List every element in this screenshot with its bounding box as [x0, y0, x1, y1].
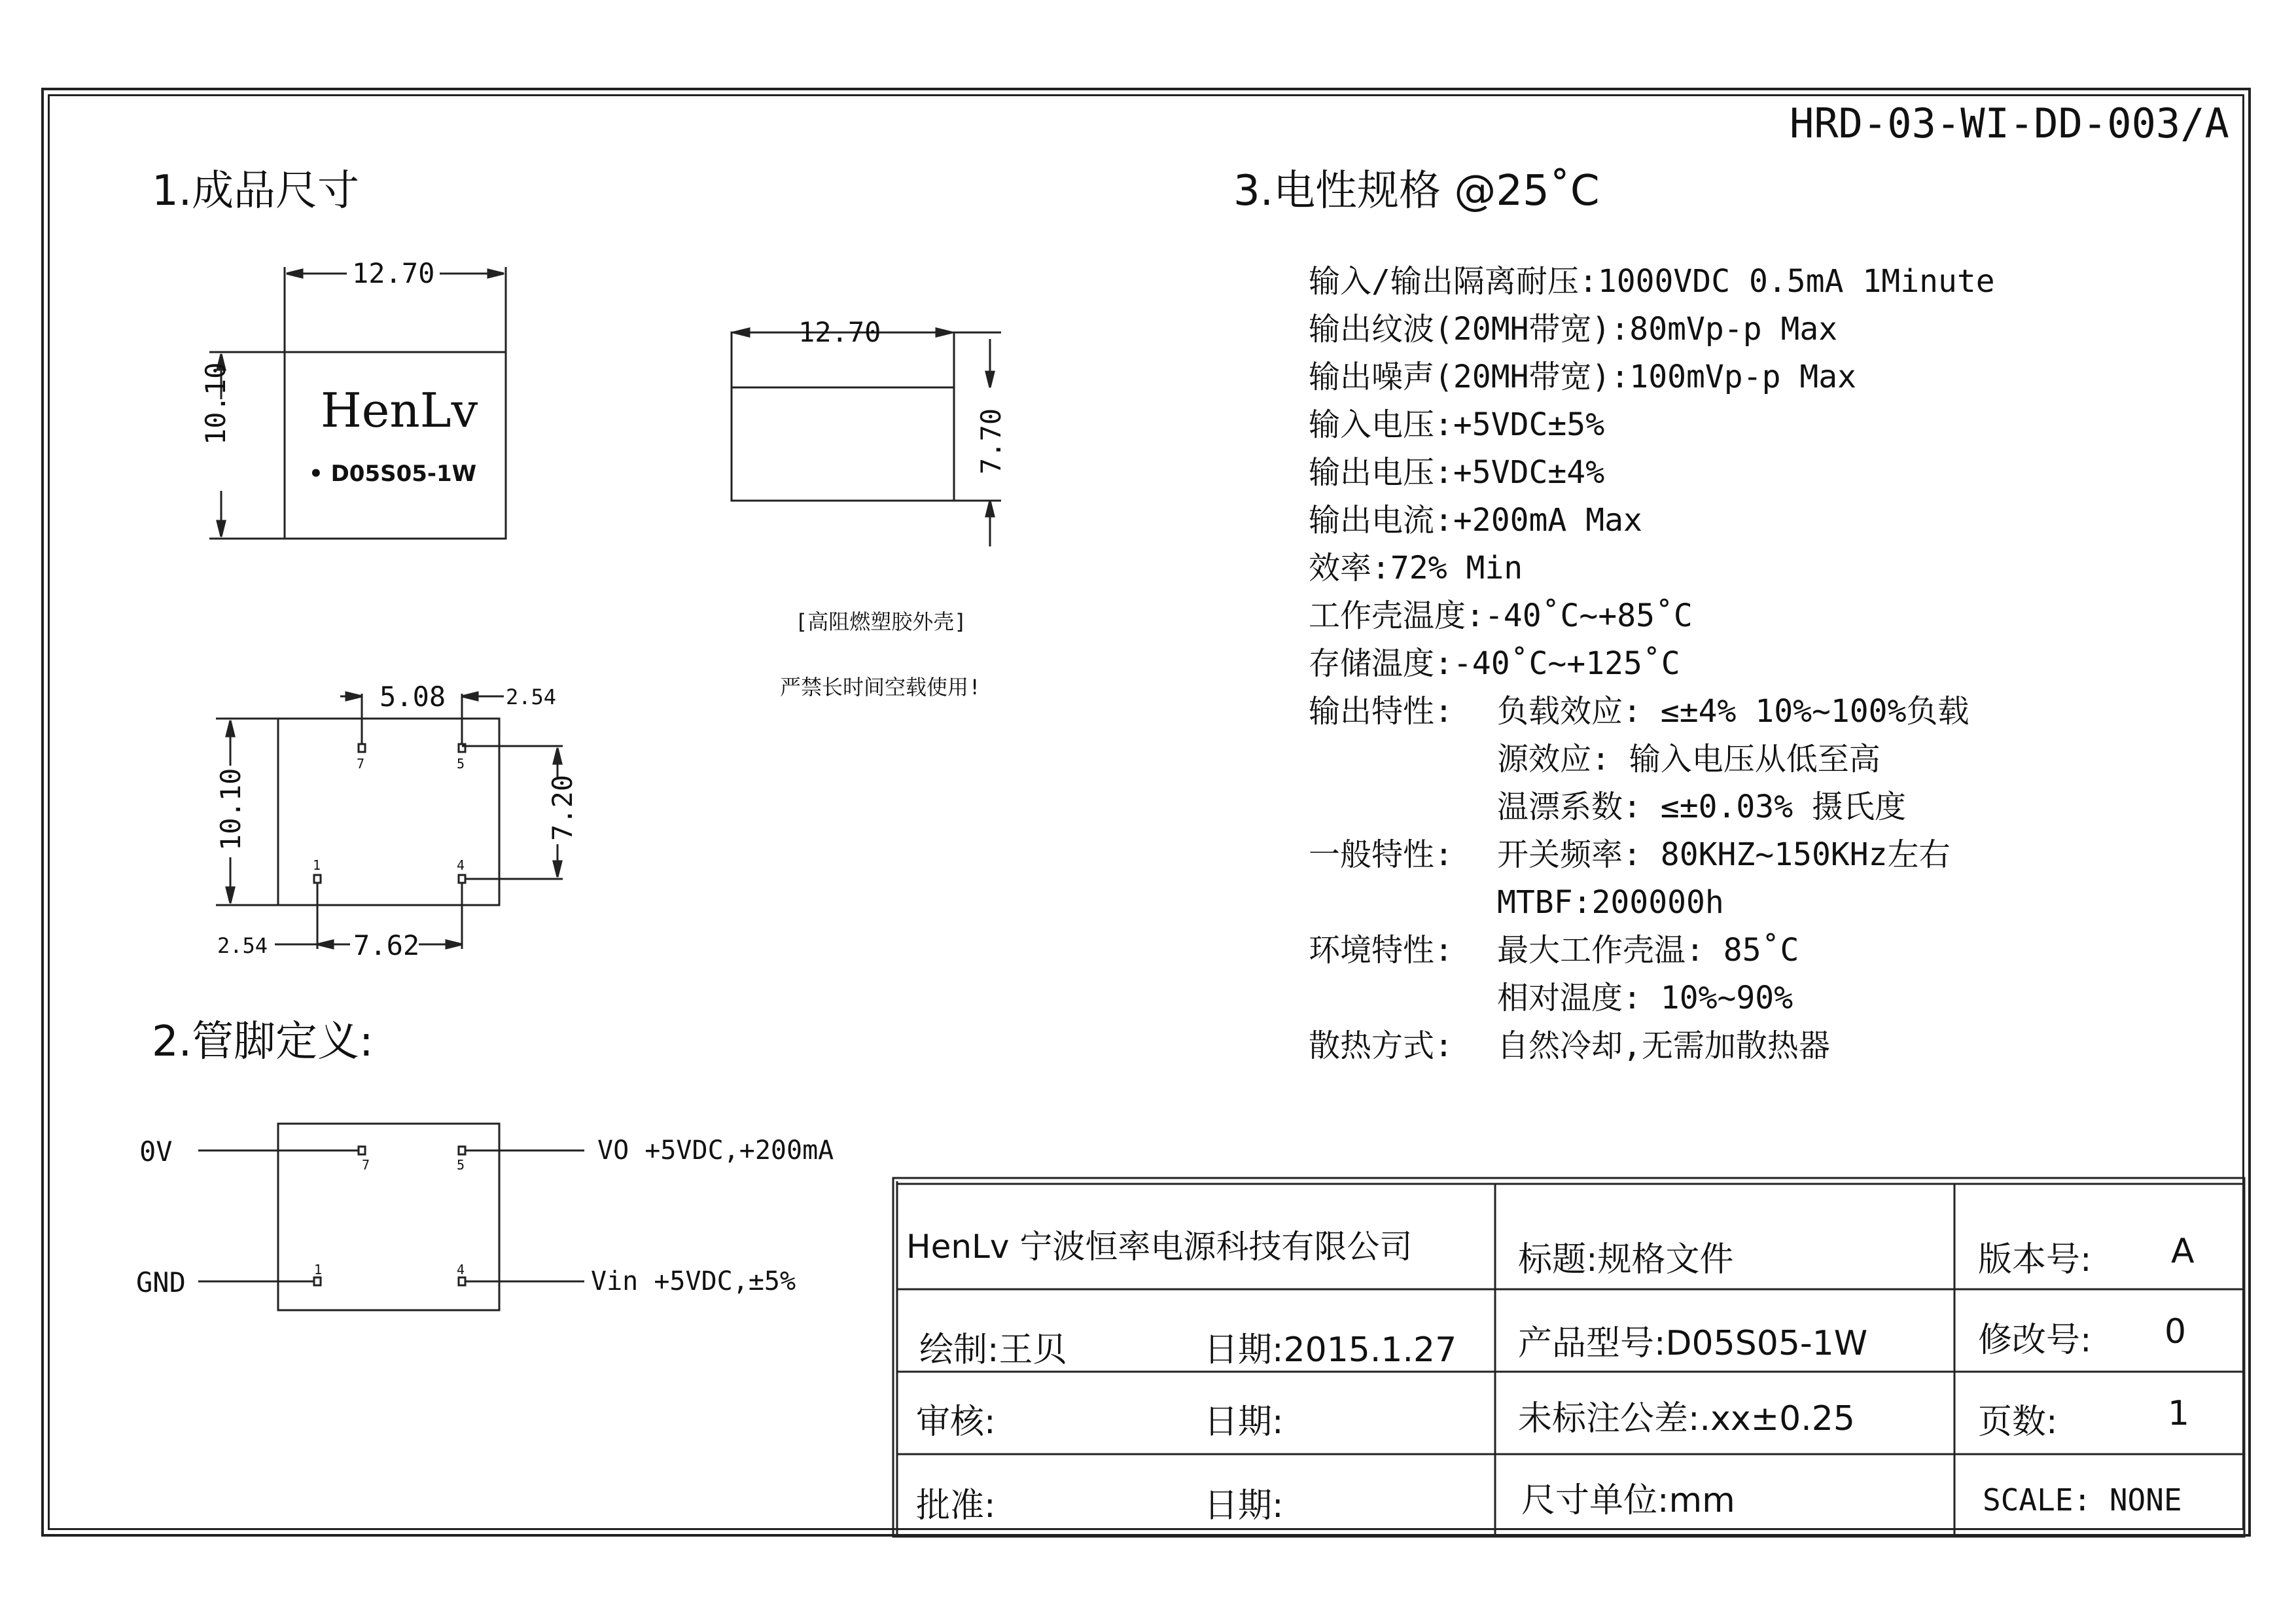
scale-note: SCALE: NONE	[1983, 1482, 2182, 1518]
pin-gnd-label: GND	[136, 1266, 186, 1298]
spec-row: 输出特性: 负载效应: ≤±4% 10%~100%负载	[1309, 693, 1969, 730]
company-name: HenLv 宁波恒率电源科技有限公司	[906, 1228, 1413, 1266]
pin-pitch-top-label: 5.08	[380, 681, 446, 713]
housing-note: [高阻燃塑胶外壳]	[795, 609, 967, 634]
brand-logo: HenLv	[321, 383, 478, 438]
pin-definition-drawing	[198, 1124, 584, 1310]
section-3-title: 3.电性规格 @25˚C	[1233, 167, 1600, 215]
section-2-title: 2.管脚定义:	[152, 1018, 374, 1066]
pin-pitch-bottom-label: 7.62	[353, 929, 420, 961]
spec-row: 输出纹波(20MH带宽):80mVp-p Max	[1309, 311, 1838, 348]
pin-vo-label: VO +5VDC,+200mA	[597, 1135, 834, 1166]
top-view-width-label: 12.70	[352, 257, 435, 289]
pin-0v-label: 0V	[139, 1135, 173, 1168]
tolerance-note: 未标注公差:.xx±0.25	[1518, 1399, 1855, 1438]
doc-title: 标题:规格文件	[1518, 1240, 1734, 1279]
pin-vin-label: Vin +5VDC,±5%	[591, 1266, 796, 1296]
spec-row: 散热方式: 自然冷却,无需加散热器	[1309, 1027, 1830, 1064]
spec-row: 一般特性: 开关频率: 80KHZ~150KHz左右	[1309, 836, 1951, 873]
pin-number-1: 1	[313, 857, 321, 873]
no-load-warning: 严禁长时间空载使用!	[780, 675, 981, 700]
spec-row: 工作壳温度:-40˚C~+85˚C	[1309, 597, 1693, 634]
section-1-title: 1.成品尺寸	[152, 167, 360, 215]
pin-number-7: 7	[357, 756, 365, 772]
spec-row: 存储温度:-40˚C~+125˚C	[1309, 645, 1680, 682]
review-date-label: 日期:	[1204, 1402, 1284, 1442]
module-marking: • D05S05-1W	[309, 461, 477, 487]
approve-date-label: 日期:	[1204, 1486, 1284, 1525]
unit-note: 尺寸单位:mm	[1521, 1481, 1735, 1520]
approve-label: 批准:	[916, 1486, 996, 1525]
pin-offset-top-label: 2.54	[506, 685, 557, 709]
revision-label: 修改号:	[1978, 1321, 2092, 1360]
drawn-by: 绘制:王贝	[919, 1330, 1067, 1370]
version-value: A	[2171, 1232, 2195, 1271]
spec-row: 输出电流:+200mA Max	[1309, 502, 1642, 539]
product-model: 产品型号:D05S05-1W	[1518, 1324, 1868, 1363]
review-label: 审核:	[916, 1402, 996, 1442]
spec-row: 相对温度: 10%~90%	[1497, 980, 1793, 1016]
pin-def-number-4: 4	[457, 1262, 465, 1277]
pin-number-4: 4	[457, 857, 465, 873]
spec-row: 源效应: 输入电压从低至高	[1497, 741, 1881, 777]
revision-value: 0	[2164, 1312, 2187, 1351]
drawn-date: 日期:2015.1.27	[1204, 1330, 1457, 1370]
side-view-drawing	[732, 329, 1001, 546]
spec-row: 输入/输出隔离耐压:1000VDC 0.5mA 1Minute	[1309, 263, 1995, 300]
version-label: 版本号:	[1978, 1240, 2092, 1279]
side-view-width-label: 12.70	[798, 316, 881, 348]
pin-def-number-5: 5	[457, 1157, 465, 1173]
pin-offset-bottom-label: 2.54	[217, 933, 268, 958]
document-code: HRD-03-WI-DD-003/A	[1790, 99, 2229, 147]
pin-view-height-label: 10.10	[215, 768, 247, 851]
pin-def-number-7: 7	[362, 1157, 370, 1173]
spec-row: 效率:72% Min	[1309, 550, 1523, 586]
spec-row: 温漂系数: ≤±0.03% 摄氏度	[1497, 789, 1906, 825]
top-view-height-label: 10.10	[200, 362, 232, 445]
pin-view-drawing	[216, 692, 563, 949]
pin-row-spacing-label: 7.20	[546, 774, 578, 841]
side-view-height-label: 7.70	[975, 408, 1007, 474]
spec-row: 输出噪声(20MH带宽):100mVp-p Max	[1309, 359, 1857, 395]
pages-label: 页数:	[1978, 1402, 2058, 1442]
spec-row: 输入电压:+5VDC±5%	[1309, 406, 1605, 443]
pin-number-5: 5	[457, 756, 465, 772]
spec-row: 输出电压:+5VDC±4%	[1309, 454, 1605, 491]
spec-row: 环境特性: 最大工作壳温: 85˚C	[1309, 932, 1799, 969]
pin-def-number-1: 1	[314, 1262, 323, 1277]
spec-list	[1309, 258, 1995, 1070]
spec-row: MTBF:200000h	[1497, 884, 1724, 921]
pages-value: 1	[2168, 1394, 2190, 1433]
